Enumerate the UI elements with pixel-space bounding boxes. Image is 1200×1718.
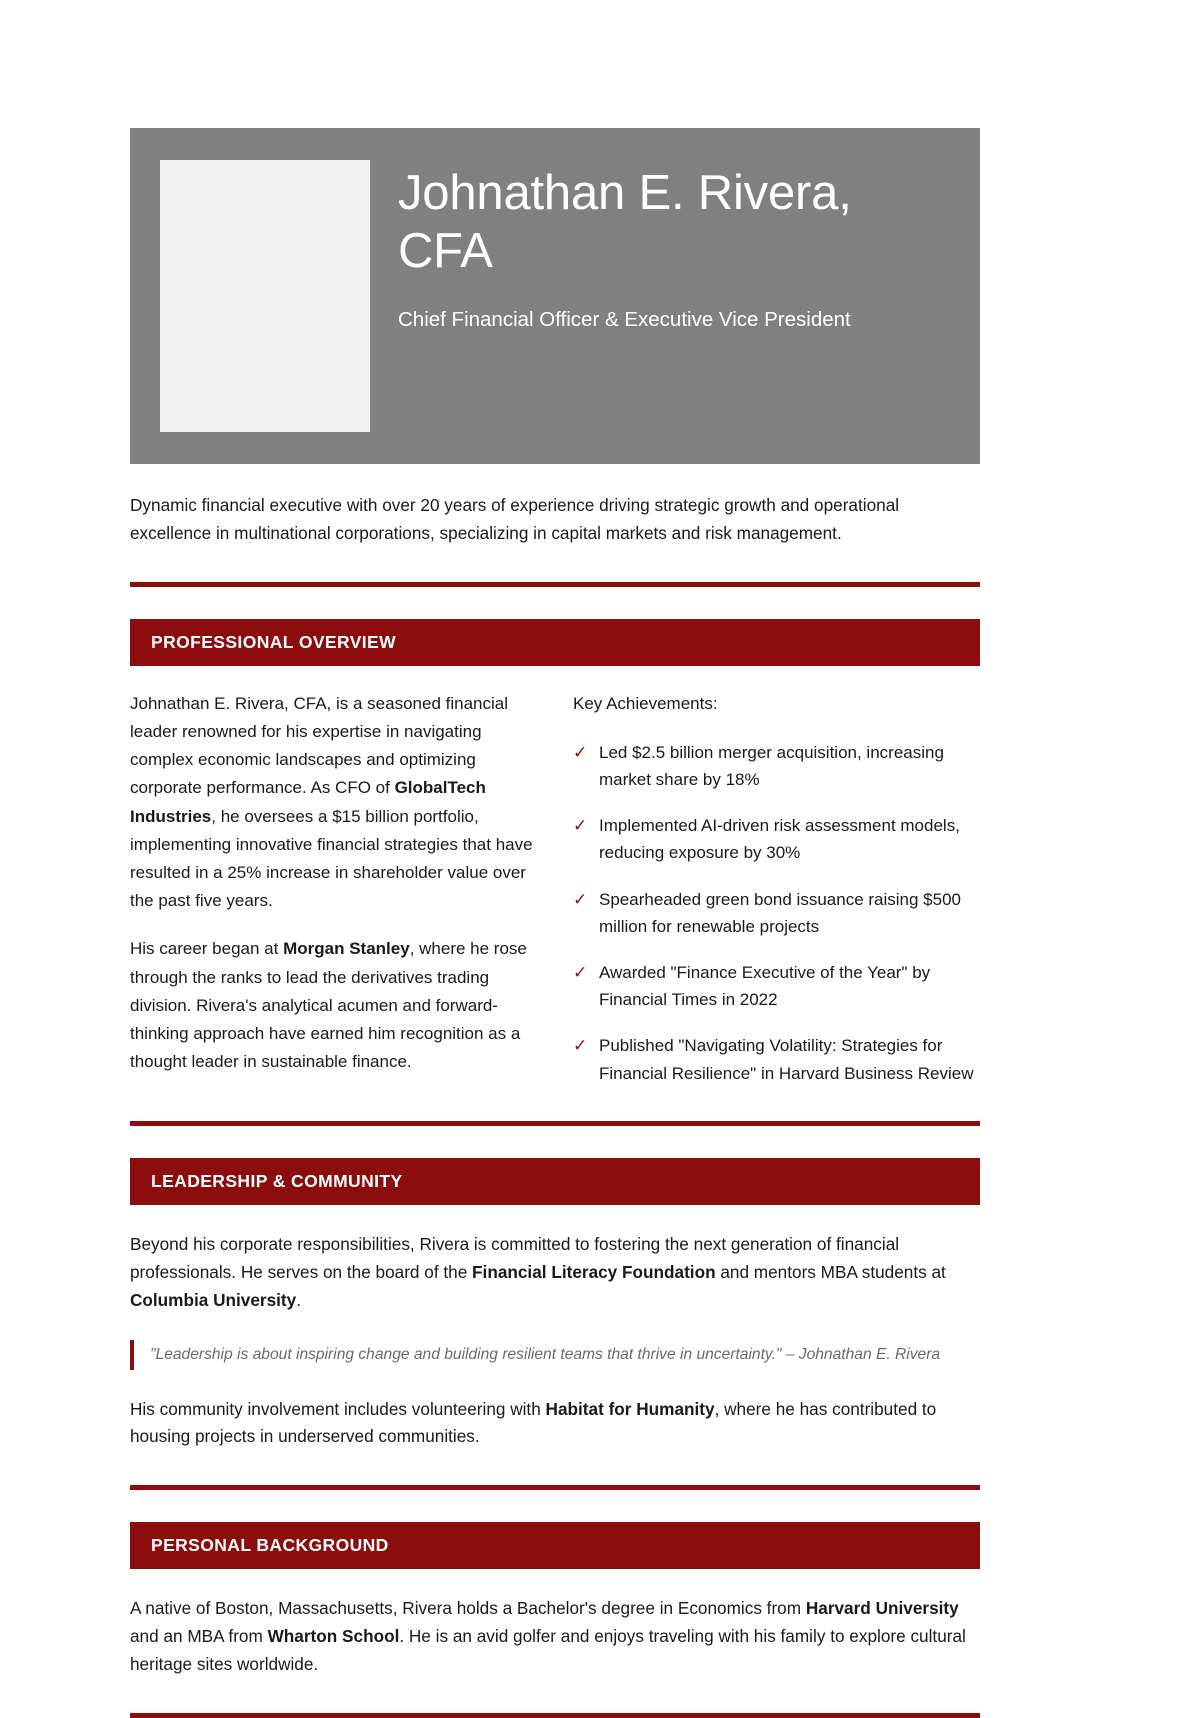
leadership-paragraph-1 <box>130 1231 970 1315</box>
section-title: PROFESSIONAL OVERVIEW <box>151 631 397 652</box>
overview-p2-text-a: His career began at <box>130 939 284 959</box>
leadership-p2-bold: Habitat for Humanity <box>545 1398 715 1419</box>
section-title: LEADERSHIP & COMMUNITY <box>151 1170 403 1191</box>
profile-photo-placeholder <box>160 160 370 432</box>
list-item <box>573 1032 980 1086</box>
check-icon: ✓ <box>573 816 588 836</box>
list-item <box>573 812 980 866</box>
section-divider <box>130 1485 980 1490</box>
section-divider <box>130 582 980 587</box>
section-header-personal-background <box>130 1522 980 1569</box>
profile-header-banner <box>130 128 980 464</box>
overview-left-column <box>130 690 537 1087</box>
overview-p1-text-a: Johnathan E. Rivera, CFA, is a seasoned financial leader renowned for his expertise in navigating complex economic landscapes and optimizing corporate performance. As CFO of <box>130 693 508 798</box>
personal-bold-2: Wharton School <box>267 1626 400 1647</box>
quote-text: "Leadership is about inspiring change and building resilient teams that thrive in uncertainty." – Johnathan E. Rivera <box>150 1346 941 1364</box>
profile-job-title: Chief Financial Officer & Executive Vice President <box>398 307 851 331</box>
personal-text-b: and an MBA from <box>130 1626 268 1647</box>
leadership-quote <box>130 1340 958 1369</box>
check-icon: ✓ <box>573 1036 588 1056</box>
personal-bold-1: Harvard University <box>805 1598 959 1619</box>
overview-paragraph-1 <box>130 690 537 916</box>
personal-text-a: A native of Boston, Massachusetts, Rivera holds a Bachelor's degree in Economics from <box>130 1598 806 1619</box>
leadership-p1-text-b: and mentors MBA students at <box>715 1261 946 1282</box>
leadership-p2-text-a: His community involvement includes volunteering with <box>130 1398 546 1419</box>
check-icon: ✓ <box>573 963 588 983</box>
personal-text-c: . He is an avid golfer and enjoys traveling with his family to explore cultural heritage sites worldwide. <box>130 1626 966 1675</box>
overview-paragraph-2 <box>130 935 537 1076</box>
overview-p2-text-b: , where he rose through the ranks to lead the derivatives trading division. Rivera's analytical acumen and forward-thinking approach have earned him recognition as a thought leader in sustainable finance. <box>130 939 527 1072</box>
achievement-text: Led $2.5 billion merger acquisition, increasing market share by 18% <box>599 742 944 790</box>
key-achievements-label: Key Achievements: <box>573 693 718 713</box>
leadership-p1-bold-2: Columbia University <box>130 1289 297 1310</box>
section-header-leadership-community <box>130 1158 980 1205</box>
section-divider <box>130 1713 980 1718</box>
overview-p1-bold: GlobalTech Industries <box>130 778 486 826</box>
list-item <box>573 959 980 1013</box>
achievement-text: Published "Navigating Volatility: Strategies for Financial Resilience" in Harvard Business Review <box>599 1036 974 1083</box>
list-item <box>573 739 980 793</box>
leadership-paragraph-2 <box>130 1396 970 1452</box>
overview-p2-bold: Morgan Stanley <box>283 939 410 959</box>
leadership-p1-text-c: . <box>296 1289 301 1310</box>
overview-right-column <box>573 690 980 1087</box>
key-achievements-list <box>573 739 980 1087</box>
achievement-text: Awarded "Finance Executive of the Year" by Financial Times in 2022 <box>599 963 931 1010</box>
check-icon: ✓ <box>573 889 588 909</box>
list-item <box>573 886 980 940</box>
check-icon: ✓ <box>573 742 588 762</box>
achievement-text: Implemented AI-driven risk assessment models, reducing exposure by 30% <box>599 816 960 863</box>
leadership-p2-text-b: , where he has contributed to housing projects in underserved communities. <box>130 1398 937 1447</box>
section-header-professional-overview <box>130 619 980 666</box>
personal-background-paragraph <box>130 1595 970 1679</box>
section-title: PERSONAL BACKGROUND <box>151 1535 389 1556</box>
leadership-p1-text-a: Beyond his corporate responsibilities, Rivera is committed to fostering the next generation of financial professionals. He serves on the board of the <box>130 1233 900 1282</box>
professional-overview-columns <box>130 690 980 1087</box>
page-title: Johnathan E. Rivera, CFA <box>398 166 852 279</box>
section-divider <box>130 1121 980 1126</box>
achievement-text: Spearheaded green bond issuance raising $500 million for renewable projects <box>599 889 961 936</box>
leadership-p1-bold-1: Financial Literacy Foundation <box>472 1261 716 1282</box>
profile-summary: Dynamic financial executive with over 20 years of experience driving strategic growth and operational excellence in multinational corporations, specializing in capital markets and risk management. <box>130 495 900 543</box>
profile-header-text <box>398 160 950 333</box>
overview-p1-text-b: , he oversees a $15 billion portfolio, implementing innovative financial strategies that have resulted in a 25% increase in shareholder value over the past five years. <box>130 806 533 911</box>
